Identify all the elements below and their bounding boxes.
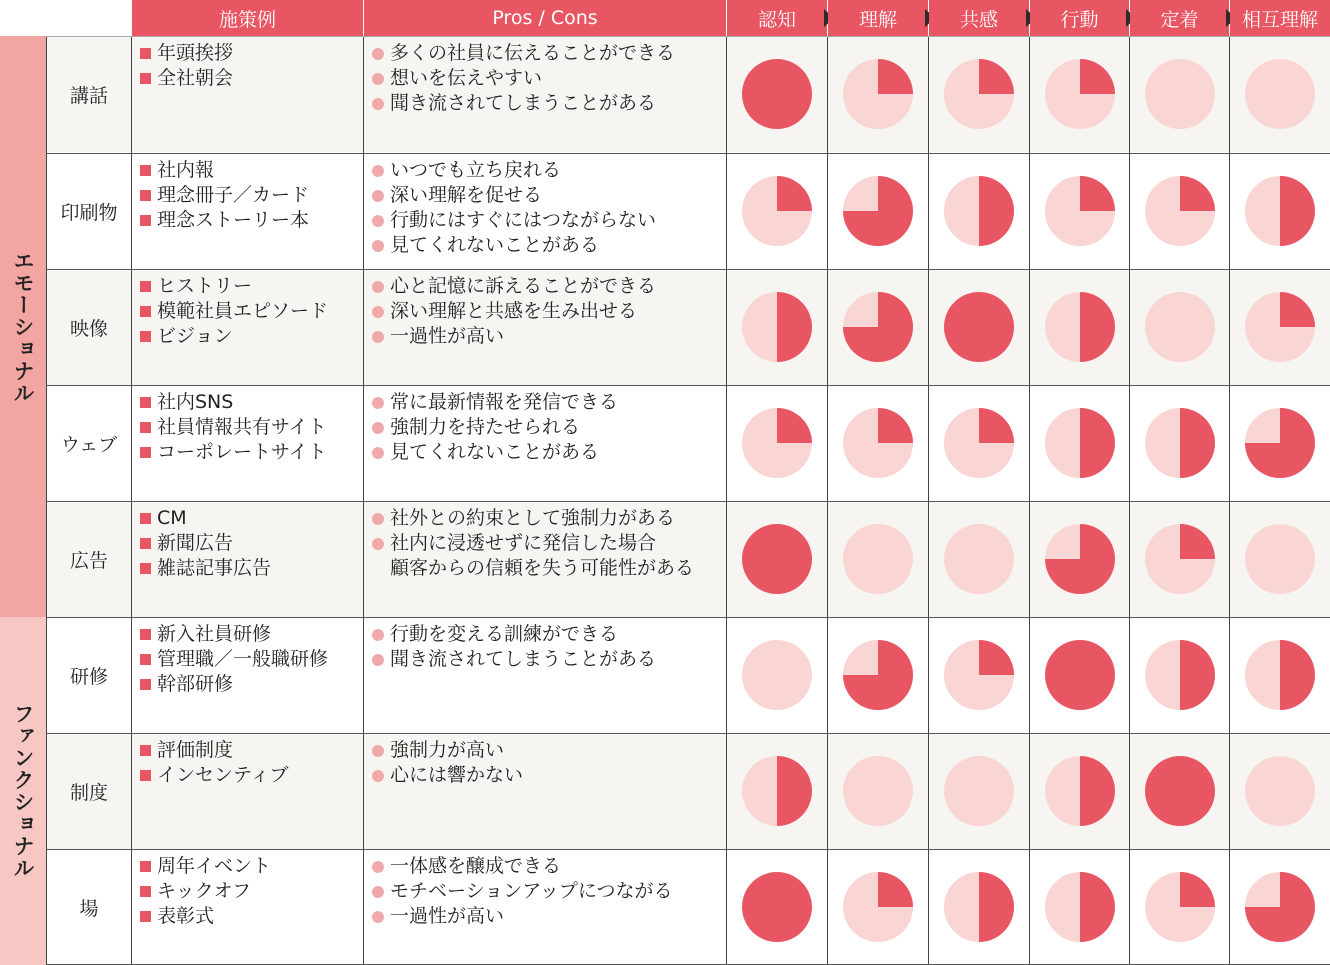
rating-pie bbox=[1245, 292, 1315, 362]
list-item-text: 一過性が高い bbox=[390, 325, 505, 347]
rating-pie bbox=[1245, 872, 1315, 942]
rating-pie bbox=[742, 59, 812, 129]
rating-pie-base bbox=[742, 872, 812, 942]
list-item-text: 幹部研修 bbox=[157, 673, 234, 695]
list-item bbox=[372, 531, 694, 556]
dot-bullet-icon bbox=[372, 629, 384, 641]
rating-pie-base bbox=[1045, 640, 1115, 710]
list-item bbox=[372, 41, 675, 66]
rating-pie bbox=[742, 872, 812, 942]
square-bullet-icon bbox=[140, 654, 151, 665]
rating-pie-fill bbox=[1280, 176, 1315, 246]
list-item bbox=[372, 183, 656, 208]
rating-pie-fill bbox=[777, 408, 812, 443]
list-item-text: 社内報 bbox=[157, 159, 215, 181]
list-item-text: いつでも立ち戻れる bbox=[390, 159, 562, 181]
rating-pie bbox=[944, 292, 1014, 362]
list-item-text: 見てくれないことがある bbox=[390, 234, 600, 256]
rating-pie-fill bbox=[979, 872, 1014, 942]
list-item-text: 心と記憶に訴えることができる bbox=[390, 275, 657, 297]
rating-pie-fill bbox=[1180, 524, 1215, 559]
list-item bbox=[372, 622, 656, 647]
pros-cons-list bbox=[372, 390, 618, 465]
list-item-text: モチベーションアップにつながる bbox=[390, 880, 673, 902]
rating-pie bbox=[1045, 292, 1115, 362]
list-item bbox=[140, 415, 327, 440]
column-header-label: 定着 bbox=[1160, 8, 1199, 31]
row-divider bbox=[46, 733, 1330, 734]
list-item-text: 理念冊子／カード bbox=[157, 184, 310, 206]
rating-pie bbox=[843, 756, 913, 826]
dot-bullet-icon bbox=[372, 48, 384, 60]
rating-pie-base bbox=[944, 292, 1014, 362]
dot-bullet-icon bbox=[372, 165, 384, 177]
measure-list bbox=[140, 274, 328, 349]
rating-pie bbox=[944, 872, 1014, 942]
row-name: 印刷物 bbox=[60, 201, 118, 224]
list-item-text: 顧客からの信頼を失う可能性がある bbox=[390, 557, 695, 579]
rating-pie bbox=[843, 408, 913, 478]
rating-pie-fill bbox=[1080, 408, 1115, 478]
list-item bbox=[372, 647, 656, 672]
list-item bbox=[372, 233, 656, 258]
column-header-stage bbox=[929, 0, 1029, 36]
measure-list bbox=[140, 622, 328, 697]
measure-list bbox=[140, 738, 288, 788]
dot-bullet-icon bbox=[372, 331, 384, 343]
rating-pie-fill bbox=[1280, 292, 1315, 327]
list-item bbox=[372, 66, 675, 91]
pros-cons-list bbox=[372, 41, 675, 116]
list-item bbox=[372, 556, 694, 581]
rating-pie bbox=[944, 640, 1014, 710]
list-item bbox=[140, 158, 309, 183]
rating-pie bbox=[1245, 524, 1315, 594]
list-item bbox=[140, 41, 233, 66]
list-item bbox=[140, 274, 328, 299]
rating-pie-fill bbox=[777, 756, 812, 826]
column-header-label: 相互理解 bbox=[1241, 8, 1318, 31]
rating-pie bbox=[742, 756, 812, 826]
rating-pie-base bbox=[1245, 756, 1315, 826]
rating-pie-base bbox=[1145, 59, 1215, 129]
rating-pie bbox=[944, 524, 1014, 594]
list-item bbox=[140, 556, 271, 581]
square-bullet-icon bbox=[140, 48, 151, 59]
rating-pie bbox=[1145, 408, 1215, 478]
list-item bbox=[140, 622, 328, 647]
list-item bbox=[372, 738, 523, 763]
row-divider bbox=[46, 617, 1330, 618]
rating-pie-fill bbox=[1180, 176, 1215, 211]
dot-bullet-icon bbox=[372, 422, 384, 434]
rating-pie bbox=[1045, 756, 1115, 826]
row-divider bbox=[46, 385, 1330, 386]
rating-pie bbox=[1045, 59, 1115, 129]
list-item bbox=[140, 299, 328, 324]
rating-pie bbox=[1245, 408, 1315, 478]
column-header-label: 理解 bbox=[858, 8, 897, 31]
rating-pie bbox=[1245, 640, 1315, 710]
dot-bullet-icon bbox=[372, 513, 384, 525]
list-item bbox=[140, 738, 288, 763]
column-header-label: 行動 bbox=[1060, 8, 1099, 31]
rating-pie-base bbox=[944, 756, 1014, 826]
category-label-text: ファンクショナル bbox=[11, 703, 35, 879]
square-bullet-icon bbox=[140, 73, 151, 84]
measure-list bbox=[140, 854, 271, 929]
rating-pie bbox=[1045, 524, 1115, 594]
list-item-text: 模範社員エピソード bbox=[157, 300, 329, 322]
rating-pie bbox=[843, 872, 913, 942]
rating-pie-fill bbox=[1080, 872, 1115, 942]
dot-bullet-icon bbox=[372, 911, 384, 923]
list-item-text: コーポレートサイト bbox=[157, 441, 327, 463]
list-item-text: 強制力が高い bbox=[390, 739, 505, 761]
square-bullet-icon bbox=[140, 563, 151, 574]
list-item bbox=[372, 390, 618, 415]
square-bullet-icon bbox=[140, 538, 151, 549]
rating-pie-fill bbox=[1180, 640, 1215, 710]
list-item-text: 表彰式 bbox=[157, 905, 215, 927]
list-item-text: 行動にはすぐにはつながらない bbox=[390, 209, 657, 231]
rating-pie-base bbox=[843, 524, 913, 594]
list-item bbox=[372, 879, 673, 904]
list-item-text: 常に最新情報を発信できる bbox=[390, 391, 619, 413]
rating-pie bbox=[843, 640, 913, 710]
list-item bbox=[140, 879, 271, 904]
rating-pie-fill bbox=[1080, 292, 1115, 362]
list-item-text: 見てくれないことがある bbox=[390, 441, 600, 463]
list-item-text: 一体感を醸成できる bbox=[390, 855, 562, 877]
list-item bbox=[140, 208, 309, 233]
square-bullet-icon bbox=[140, 886, 151, 897]
square-bullet-icon bbox=[140, 165, 151, 176]
rating-pie bbox=[1145, 524, 1215, 594]
list-item bbox=[372, 299, 656, 324]
list-item-text: 行動を変える訓練ができる bbox=[390, 623, 619, 645]
rating-pie-base bbox=[742, 524, 812, 594]
category-label bbox=[0, 617, 46, 965]
rating-pie bbox=[843, 292, 913, 362]
column-header-stage bbox=[1230, 0, 1330, 36]
rating-pie-base bbox=[843, 756, 913, 826]
list-item bbox=[140, 324, 328, 349]
list-item bbox=[372, 506, 694, 531]
list-item bbox=[372, 904, 673, 929]
rating-pie-base bbox=[742, 59, 812, 129]
rating-pie-fill bbox=[1180, 872, 1215, 907]
list-item-text: 全社朝会 bbox=[157, 67, 234, 89]
rating-pie-base bbox=[1245, 59, 1315, 129]
rating-pie bbox=[742, 408, 812, 478]
row-divider bbox=[46, 269, 1330, 270]
row-name: 講話 bbox=[69, 84, 108, 107]
list-item bbox=[372, 763, 523, 788]
rating-pie bbox=[742, 176, 812, 246]
row-name: 広告 bbox=[69, 549, 108, 572]
list-item bbox=[140, 763, 288, 788]
rating-pie-fill bbox=[979, 176, 1014, 246]
row-name: 研修 bbox=[69, 665, 108, 688]
square-bullet-icon bbox=[140, 513, 151, 524]
list-item bbox=[140, 390, 327, 415]
rating-pie-fill bbox=[979, 59, 1014, 94]
rating-pie-base bbox=[1245, 524, 1315, 594]
rating-pie bbox=[944, 59, 1014, 129]
pros-cons-list bbox=[372, 854, 673, 929]
list-item-text: 心には響かない bbox=[390, 764, 524, 786]
list-item-text: インセンティブ bbox=[157, 764, 289, 786]
list-item-text: 社員情報共有サイト bbox=[157, 416, 327, 438]
list-item-text: 聞き流されてしまうことがある bbox=[390, 92, 657, 114]
column-header-stage bbox=[828, 0, 928, 36]
list-item-text: 周年イベント bbox=[157, 855, 272, 877]
row-name: 制度 bbox=[69, 781, 108, 804]
list-item-text: 社内に浸透せずに発信した場合 bbox=[390, 532, 657, 554]
pros-cons-list bbox=[372, 274, 656, 349]
list-item-text: ビジョン bbox=[157, 325, 233, 347]
rating-pie bbox=[1245, 176, 1315, 246]
pros-cons-list bbox=[372, 158, 656, 258]
list-item bbox=[140, 672, 328, 697]
list-item bbox=[372, 91, 675, 116]
dot-bullet-icon bbox=[372, 886, 384, 898]
column-header-label: 認知 bbox=[757, 8, 796, 31]
list-item-text: 雑誌記事広告 bbox=[157, 557, 272, 579]
rating-pie-fill bbox=[1280, 640, 1315, 710]
dot-bullet-icon bbox=[372, 538, 384, 550]
pros-cons-list bbox=[372, 738, 523, 788]
rating-pie bbox=[843, 59, 913, 129]
column-header-measures bbox=[132, 0, 363, 36]
rating-pie bbox=[1245, 59, 1315, 129]
square-bullet-icon bbox=[140, 215, 151, 226]
rating-pie-fill bbox=[1180, 408, 1215, 478]
rating-pie-base bbox=[1145, 292, 1215, 362]
rating-pie-fill bbox=[1080, 756, 1115, 826]
rating-pie bbox=[1045, 408, 1115, 478]
square-bullet-icon bbox=[140, 306, 151, 317]
rating-pie bbox=[944, 408, 1014, 478]
column-header-label: 共感 bbox=[959, 8, 998, 31]
list-item-text: 理念ストーリー本 bbox=[157, 209, 310, 231]
row-divider bbox=[46, 501, 1330, 502]
rating-pie bbox=[1145, 292, 1215, 362]
rating-pie bbox=[1045, 640, 1115, 710]
row-divider bbox=[46, 849, 1330, 850]
dot-bullet-icon bbox=[372, 73, 384, 85]
dot-bullet-icon bbox=[372, 770, 384, 782]
dot-bullet-icon bbox=[372, 98, 384, 110]
measure-list bbox=[140, 390, 327, 465]
list-item bbox=[372, 274, 656, 299]
measure-list bbox=[140, 158, 309, 233]
square-bullet-icon bbox=[140, 422, 151, 433]
measure-list bbox=[140, 41, 233, 91]
rating-pie bbox=[843, 524, 913, 594]
list-item bbox=[372, 854, 673, 879]
list-item bbox=[372, 208, 656, 233]
rating-pie bbox=[1145, 640, 1215, 710]
rating-pie bbox=[1145, 176, 1215, 246]
rating-pie-fill bbox=[777, 176, 812, 211]
column-header-stage bbox=[1130, 0, 1229, 36]
dot-bullet-icon bbox=[372, 240, 384, 252]
rating-pie bbox=[1245, 756, 1315, 826]
dot-bullet-icon bbox=[372, 447, 384, 459]
list-item-text: 社外との約束として強制力がある bbox=[390, 507, 676, 529]
dot-bullet-icon bbox=[372, 306, 384, 318]
list-item-text: 管理職／一般職研修 bbox=[157, 648, 329, 670]
list-item-text: 多くの社員に伝えることができる bbox=[390, 42, 676, 64]
rating-pie bbox=[843, 176, 913, 246]
rating-pie bbox=[944, 756, 1014, 826]
list-item bbox=[372, 415, 618, 440]
column-header-label: Pros / Cons bbox=[492, 7, 598, 29]
pros-cons-list bbox=[372, 506, 694, 581]
rating-pie bbox=[742, 524, 812, 594]
dot-bullet-icon bbox=[372, 861, 384, 873]
list-item-text: 深い理解を促せる bbox=[390, 184, 543, 206]
rating-pie bbox=[742, 292, 812, 362]
column-header-pros-cons bbox=[364, 0, 726, 36]
list-item-text: 新聞広告 bbox=[157, 532, 234, 554]
measure-list bbox=[140, 506, 271, 581]
list-item-text: 評価制度 bbox=[157, 739, 234, 761]
list-item-text: ヒストリー bbox=[157, 275, 253, 297]
dot-bullet-icon bbox=[372, 190, 384, 202]
list-item bbox=[372, 158, 656, 183]
rating-pie bbox=[1145, 872, 1215, 942]
column-header-label: 施策例 bbox=[218, 8, 276, 31]
rating-pie-fill bbox=[1080, 176, 1115, 211]
rating-pie bbox=[742, 640, 812, 710]
row-name: 映像 bbox=[69, 317, 108, 340]
list-item bbox=[140, 531, 271, 556]
category-label-text: エモーショナル bbox=[11, 249, 35, 404]
list-item-text: 想いを伝えやすい bbox=[390, 67, 543, 89]
list-item bbox=[140, 904, 271, 929]
dot-bullet-icon bbox=[372, 654, 384, 666]
square-bullet-icon bbox=[140, 629, 151, 640]
rating-pie bbox=[1045, 176, 1115, 246]
rating-pie-fill bbox=[878, 59, 913, 94]
column-header-stage bbox=[1030, 0, 1129, 36]
list-item-text: 深い理解と共感を生み出せる bbox=[390, 300, 638, 322]
list-item-text: 強制力を持たせられる bbox=[390, 416, 581, 438]
rating-pie-base bbox=[1145, 756, 1215, 826]
rating-pie-fill bbox=[979, 640, 1014, 675]
square-bullet-icon bbox=[140, 190, 151, 201]
row-name: ウェブ bbox=[60, 433, 118, 456]
list-item bbox=[372, 324, 656, 349]
square-bullet-icon bbox=[140, 861, 151, 872]
rating-pie-fill bbox=[777, 292, 812, 362]
row-divider bbox=[46, 153, 1330, 154]
list-item bbox=[140, 854, 271, 879]
row-name: 場 bbox=[79, 897, 99, 920]
list-item-text: 社内SNS bbox=[157, 391, 234, 413]
rating-pie-fill bbox=[1080, 59, 1115, 94]
rating-pie-fill bbox=[878, 408, 913, 443]
list-item bbox=[140, 183, 309, 208]
list-item-text: キックオフ bbox=[157, 880, 252, 902]
list-item bbox=[140, 66, 233, 91]
square-bullet-icon bbox=[140, 331, 151, 342]
rating-pie-fill bbox=[878, 872, 913, 907]
list-item-text: CM bbox=[157, 507, 187, 529]
pros-cons-list bbox=[372, 622, 656, 672]
dot-bullet-icon bbox=[372, 745, 384, 757]
rating-pie bbox=[1045, 872, 1115, 942]
dot-bullet-icon bbox=[372, 281, 384, 293]
list-item bbox=[140, 506, 271, 531]
rating-pie-fill bbox=[979, 408, 1014, 443]
square-bullet-icon bbox=[140, 397, 151, 408]
list-item bbox=[372, 440, 618, 465]
square-bullet-icon bbox=[140, 770, 151, 781]
rating-pie bbox=[1145, 59, 1215, 129]
category-label bbox=[0, 36, 46, 617]
rating-pie-base bbox=[742, 640, 812, 710]
list-item bbox=[140, 440, 327, 465]
square-bullet-icon bbox=[140, 745, 151, 756]
rating-pie-base bbox=[944, 524, 1014, 594]
square-bullet-icon bbox=[140, 447, 151, 458]
dot-bullet-icon bbox=[372, 397, 384, 409]
square-bullet-icon bbox=[140, 679, 151, 690]
row-divider bbox=[46, 36, 1330, 37]
square-bullet-icon bbox=[140, 911, 151, 922]
table-row bbox=[46, 36, 1330, 152]
square-bullet-icon bbox=[140, 281, 151, 292]
rating-pie bbox=[1145, 756, 1215, 826]
dot-bullet-icon bbox=[372, 215, 384, 227]
column-header-stage bbox=[727, 0, 827, 36]
rating-pie bbox=[944, 176, 1014, 246]
list-item-text: 年頭挨拶 bbox=[157, 42, 234, 64]
list-item bbox=[140, 647, 328, 672]
list-item-text: 新入社員研修 bbox=[157, 623, 272, 645]
list-item-text: 聞き流されてしまうことがある bbox=[390, 648, 657, 670]
list-item-text: 一過性が高い bbox=[390, 905, 505, 927]
